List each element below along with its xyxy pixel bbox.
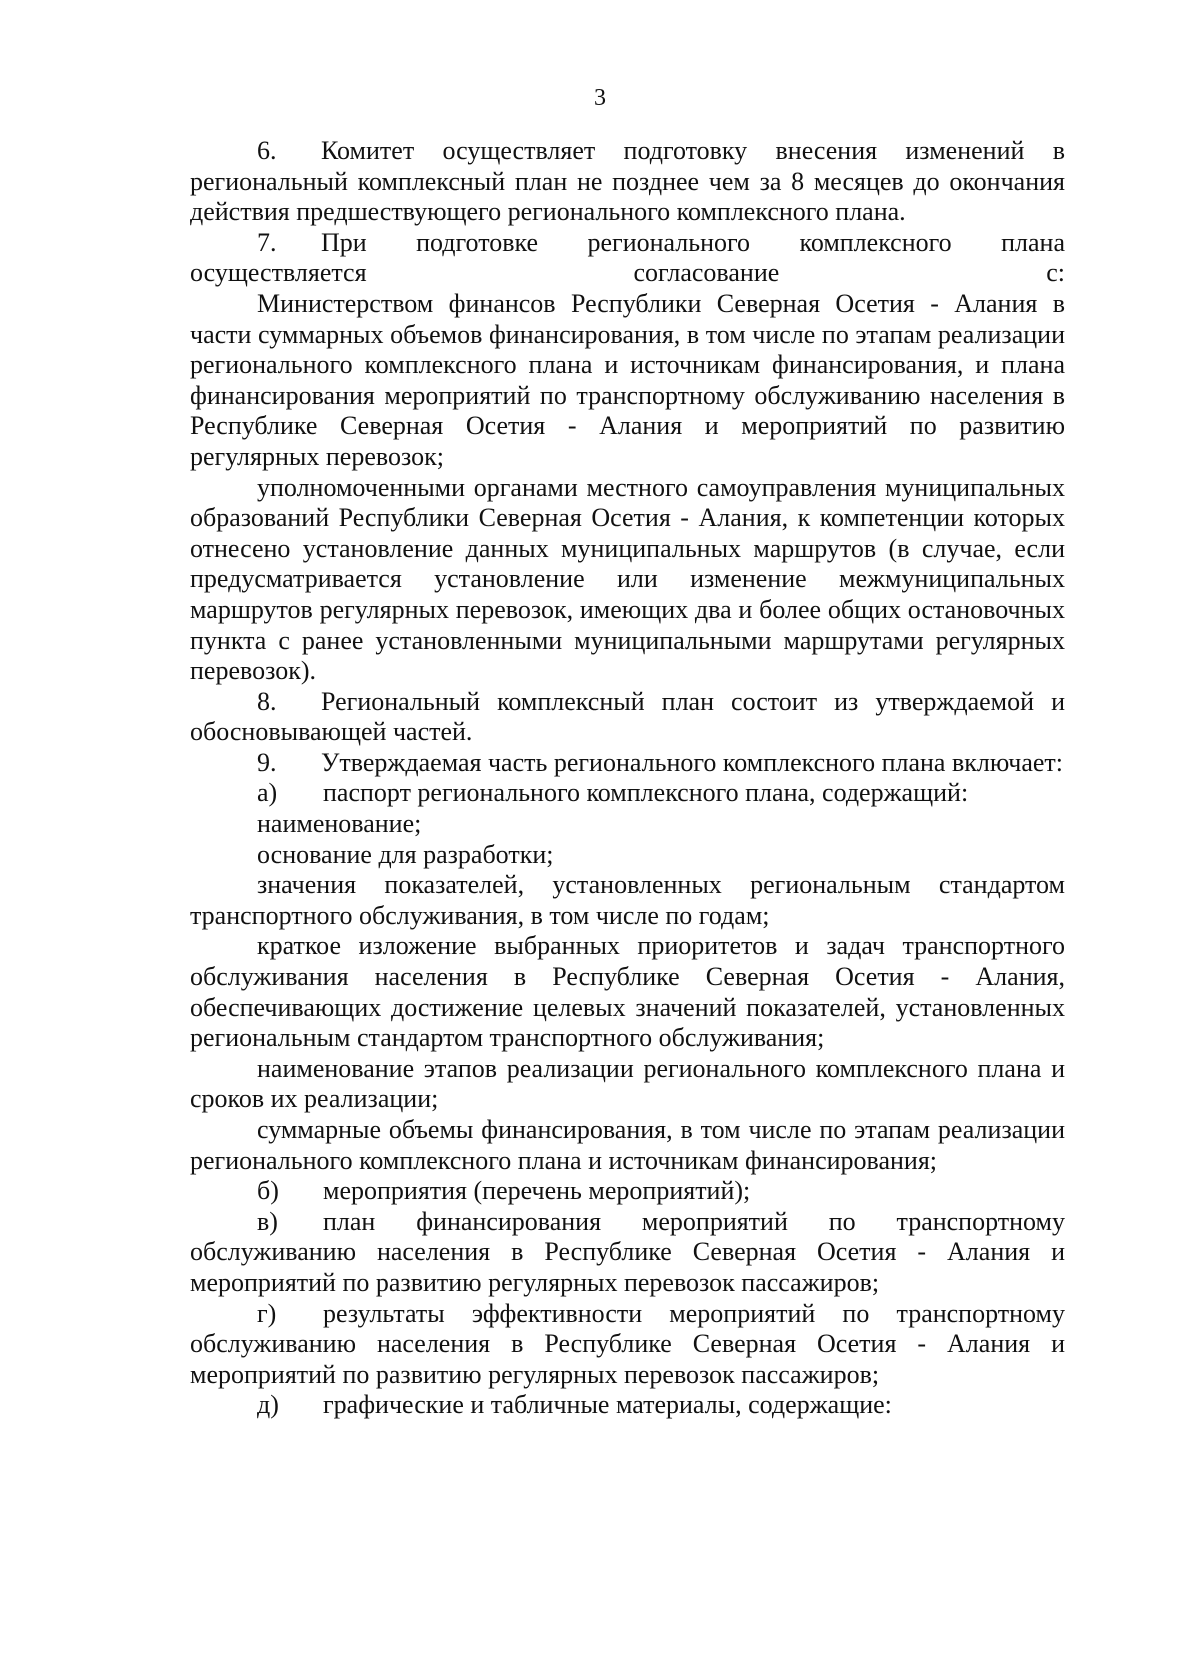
item-g <box>190 1299 1065 1391</box>
paragraph-number: 8. <box>257 686 277 716</box>
item-letter: д) <box>257 1390 279 1420</box>
paragraph-local-authorities-agreement: уполномоченными органами местного самоуправления муниципальных образований Республики Северная Осетия - Алания, к компетенции которых отнесено установление данных муниципальных маршрутов (в случае, если предусматривается установление или изменение межмуниципальных маршрутов регулярных перевозок, имеющих два и более общих остановочных пункта с ранее установленными муниципальными маршрутами регулярных перевозок). <box>190 472 1065 686</box>
paragraph-number: 6. <box>257 136 277 165</box>
item-letter: в) <box>257 1206 278 1236</box>
item-text: мероприятия (перечень мероприятий); <box>323 1176 751 1206</box>
paragraph-number: 9. <box>257 747 277 777</box>
paragraph-text: Утверждаемая часть регионального комплексного плана включает: <box>321 747 1064 777</box>
list-item-basis: основание для разработки; <box>257 839 554 869</box>
paragraph-9 <box>190 748 1065 779</box>
paragraph-8 <box>190 687 1065 748</box>
item-d <box>190 1390 1065 1421</box>
item-text: план финансирования мероприятий по транспортному обслуживанию населения в Республике Северная Осетия - Алания и мероприятий по развитию регулярных перевозок пассажиров; <box>190 1206 1065 1297</box>
list-item-funding: суммарные объемы финансирования, в том числе по этапам реализации регионального комплексного плана и источникам финансирования; <box>190 1115 1065 1175</box>
list-item-stages: наименование этапов реализации регионального комплексного плана и сроков их реализации; <box>190 1053 1065 1114</box>
list-item-name: наименование; <box>257 809 422 839</box>
paragraph-number: 7. <box>257 227 277 257</box>
item-letter: б) <box>257 1176 279 1206</box>
paragraph-6 <box>190 136 1065 228</box>
paragraph-text: Комитет осуществляет подготовку внесения изменений в региональный комплексный план не позднее чем за 8 месяцев до окончания действия предшествующего регионального комплексного плана. <box>190 136 1065 227</box>
item-b <box>190 1176 1065 1207</box>
item-a <box>190 778 1065 809</box>
paragraph-text: При подготовке регионального комплексного плана осуществляется согласование с: <box>190 227 1065 288</box>
item-letter: а) <box>257 778 278 808</box>
item-letter: г) <box>257 1298 277 1328</box>
paragraph-ministry-agreement: Министерством финансов Республики Северная Осетия - Алания в части суммарных объемов финансирования, в том числе по этапам реализации регионального комплексного плана и источникам финансирования, и плана финансирования мероприятий по транспортному обслуживанию населения в Республике Северная Осетия - Алания и мероприятий по развитию регулярных перевозок; <box>190 288 1065 471</box>
document-body <box>190 136 1065 1421</box>
paragraph-text: Региональный комплексный план состоит из утверждаемой и обосновывающей частей. <box>190 686 1065 747</box>
list-item-indicators: значения показателей, установленных региональным стандартом транспортного обслуживания, в том числе по годам; <box>190 870 1065 930</box>
page-number: 3 <box>594 85 606 111</box>
list-item-priorities: краткое изложение выбранных приоритетов и задач транспортного обслуживания населения в Республике Северная Осетия - Алания, обеспечивающих достижение целевых значений показателей, установленных региональным стандартом транспортного обслуживания; <box>190 931 1065 1053</box>
item-text: графические и табличные материалы, содержащие: <box>323 1390 892 1420</box>
item-v <box>190 1207 1065 1299</box>
paragraph-7 <box>190 228 1065 289</box>
item-text: результаты эффективности мероприятий по транспортному обслуживанию населения в Республике Северная Осетия - Алания и мероприятий по развитию регулярных перевозок пассажиров; <box>190 1298 1065 1389</box>
item-text: паспорт регионального комплексного плана, содержащий: <box>323 778 969 808</box>
